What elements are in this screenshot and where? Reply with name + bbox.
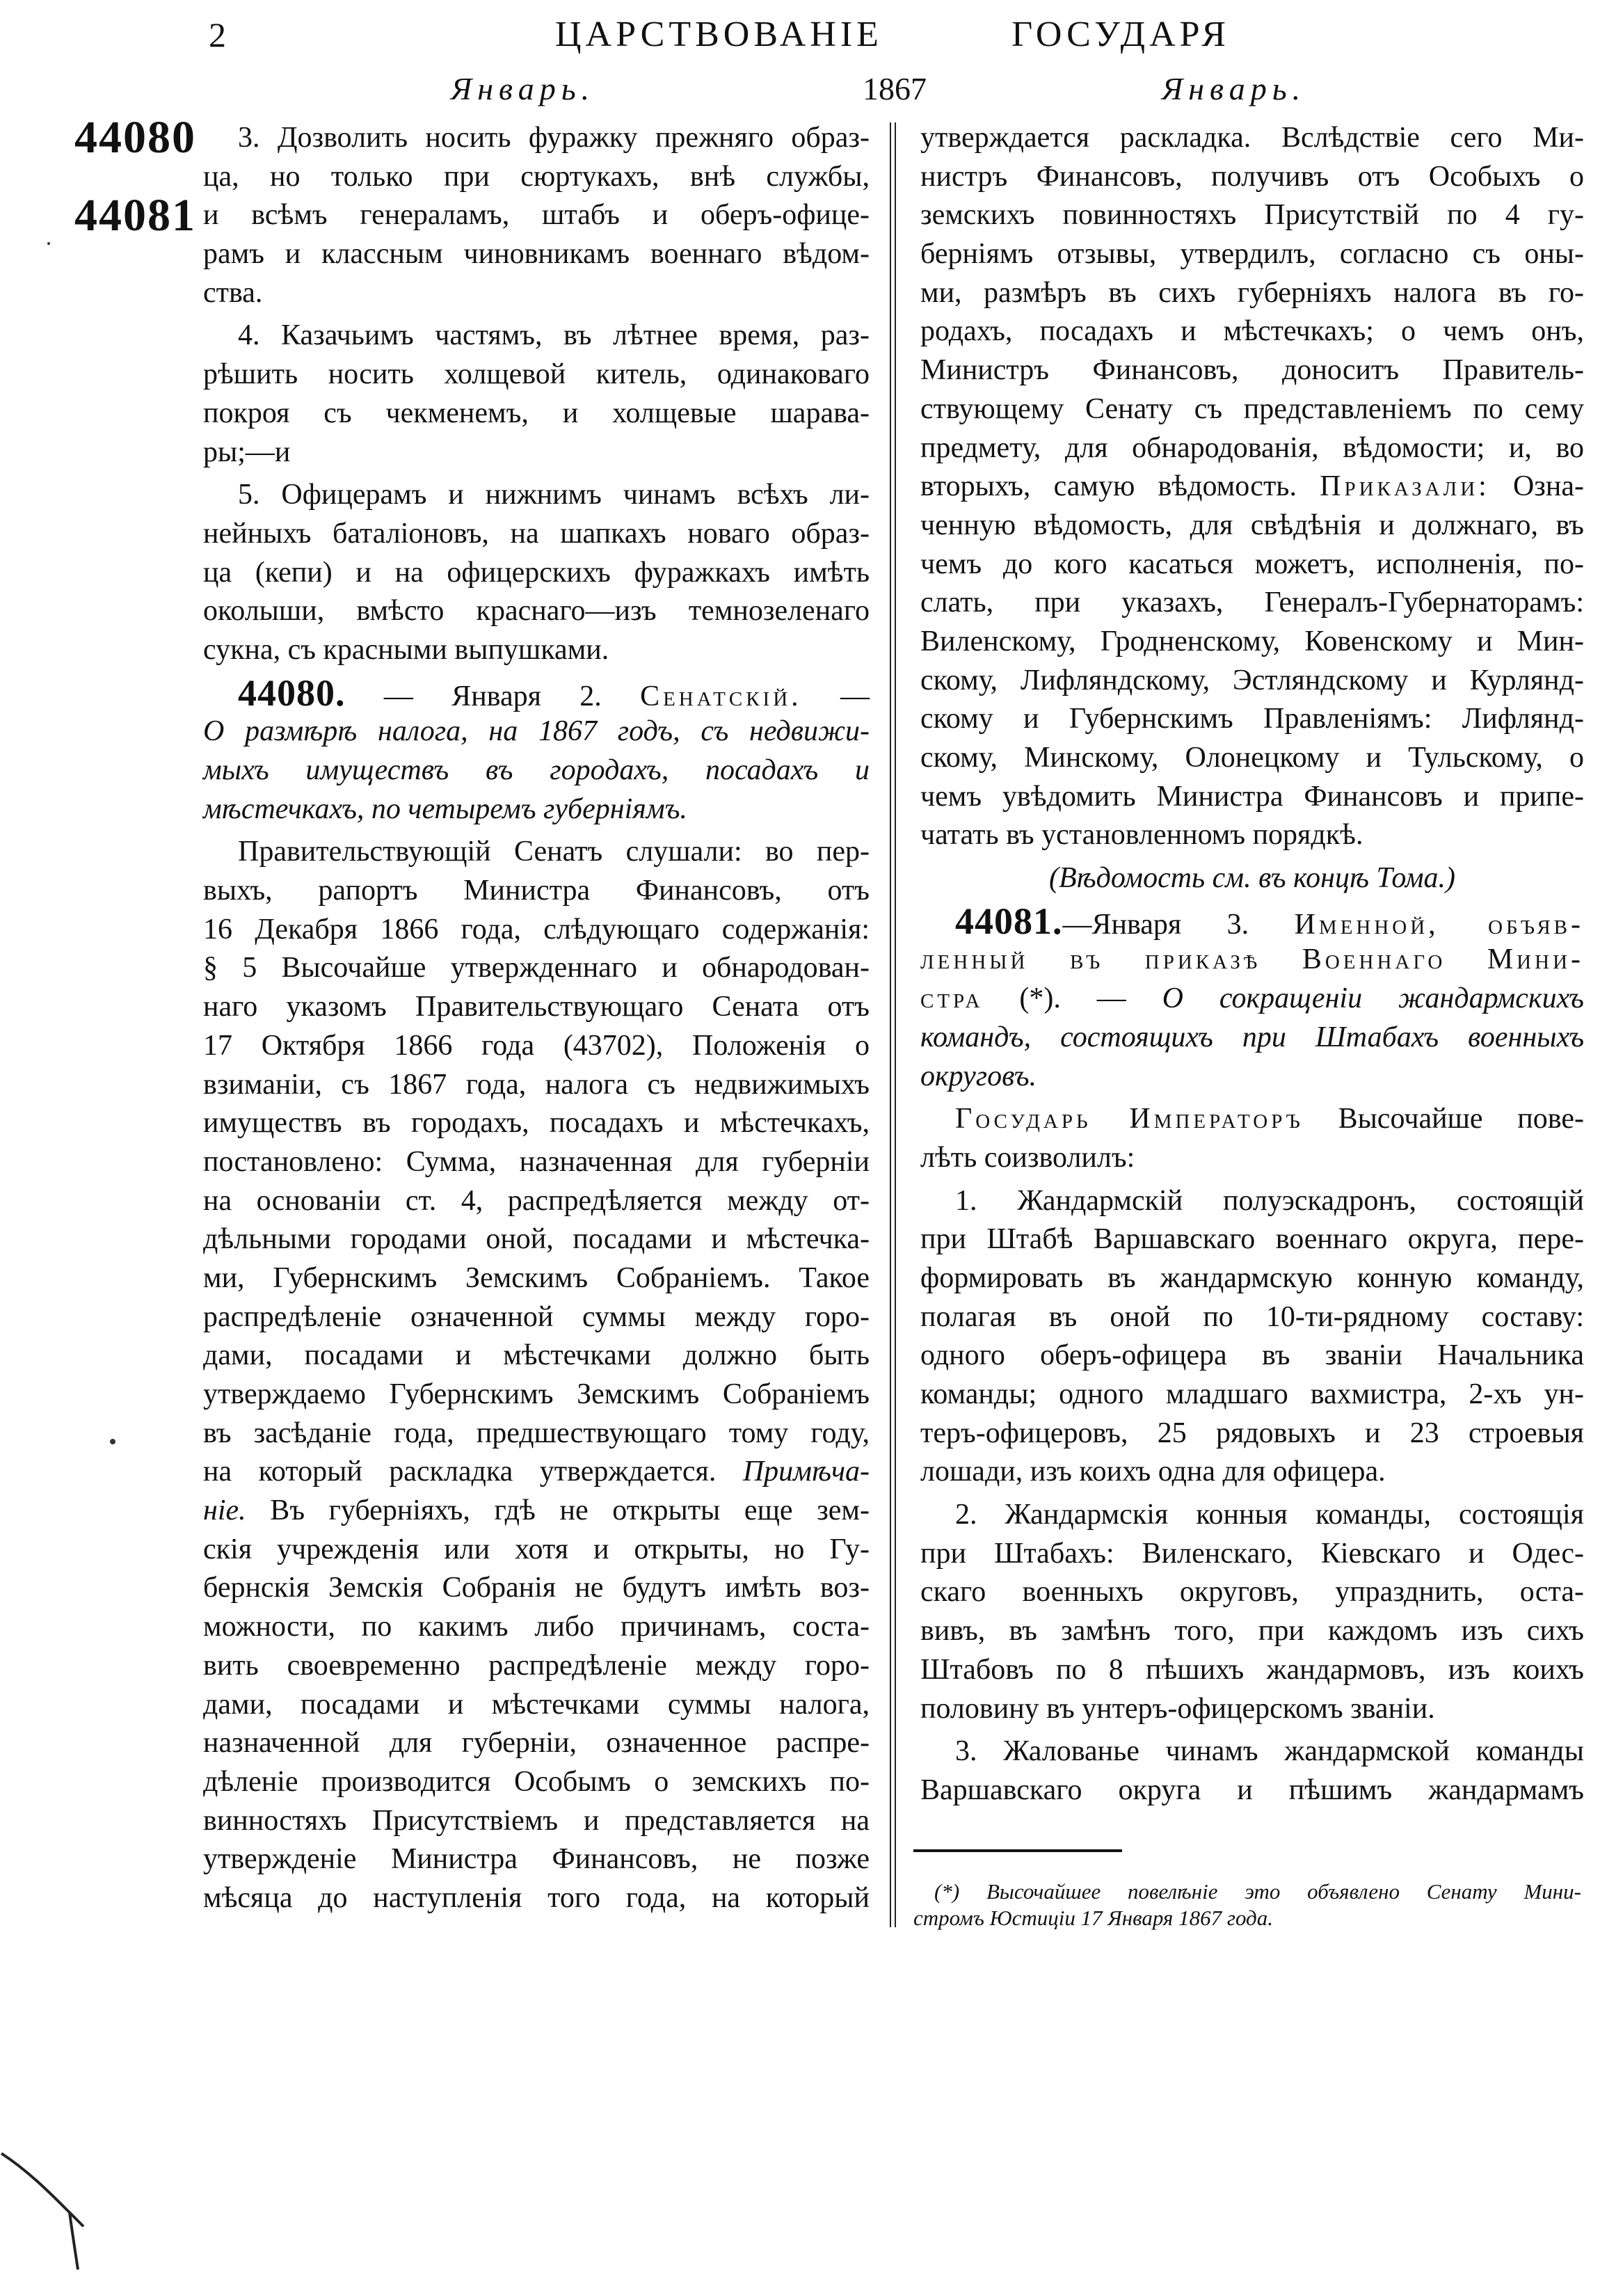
- text-line: Министръ Финансовъ, доноситъ Правитель-: [920, 354, 1584, 387]
- text-line: мѣсяца до наступленія того года, на который: [203, 1881, 870, 1914]
- text-line: скому, Лифляндскому, Эстляндскому и Курлянд-: [920, 664, 1584, 696]
- text-segment: Въ губерніяхъ, гдѣ не открыты еще зем-: [246, 1494, 870, 1527]
- italic-text: мѣстечкахъ, по четыремъ губерніямъ.: [203, 792, 687, 825]
- smallcaps-text: Приказали:: [1320, 470, 1490, 503]
- smallcaps-text: Сенатскій.: [640, 680, 802, 712]
- text-line: рѣшить носить холщевой китель, одинаковаго: [203, 358, 870, 391]
- italic-text: (Вѣдомость см. въ концѣ Тома.): [1048, 862, 1456, 895]
- text-line: 17 Октября 1866 года (43702), Положенія о: [203, 1029, 870, 1062]
- text-line: на основаніи ст. 4, распредѣляется между от-: [203, 1184, 870, 1217]
- text-line: распредѣленіе означенной суммы между горо-: [203, 1300, 870, 1333]
- text-line: 2. Жандармскія конныя команды, состоящія: [955, 1499, 1584, 1531]
- text-line: дѣленіе производится Особымъ о земскихъ по-: [203, 1765, 870, 1798]
- footnote-line: стромъ Юстиціи 17 Января 1867 года.: [913, 1906, 1273, 1930]
- text-line: вивъ, въ замѣнъ того, при каждомъ изъ сихъ: [920, 1615, 1584, 1648]
- smallcaps-text: Государь Императоръ: [955, 1103, 1304, 1135]
- text-line: одного оберъ-офицера въ званіи Начальника: [920, 1339, 1584, 1372]
- text-line: 16 Декабря 1866 года, слѣдующаго содержанія:: [203, 913, 870, 946]
- text-line: ства.: [203, 276, 263, 309]
- text-line: наго указомъ Правительствующаго Сената отъ: [203, 991, 870, 1023]
- text-line: ца, но только при сюртукахъ, внѣ службы,: [203, 160, 870, 193]
- text-line: Варшавскаго округа и пѣшимъ жандармамъ: [920, 1773, 1584, 1806]
- margin-article-number: 44081: [74, 190, 196, 241]
- text-segment: —: [801, 680, 870, 712]
- text-segment: (*). —: [983, 982, 1162, 1015]
- running-head-month-right: Январь.: [1162, 71, 1306, 106]
- text-line: имуществъ въ городахъ, посадахъ и мѣстечкахъ,: [203, 1107, 870, 1140]
- italic-text: О размѣрѣ налога, на 1867 годъ, съ недвижи-: [203, 715, 870, 748]
- text-line: половину въ унтеръ-офицерскомъ званіи.: [920, 1692, 1435, 1725]
- text-line: 3. Дозволить носить фуражку прежняго образ-: [238, 122, 870, 154]
- text-line: утверждается раскладка. Вслѣдствіе сего Ми-: [920, 122, 1584, 154]
- text-line: покроя съ чекменемъ, и холщевые шарава-: [203, 397, 870, 429]
- text-line: ченную вѣдомость, для свѣдѣнія и должнаго, въ: [920, 509, 1584, 541]
- text-line: теръ-офицеровъ, 25 рядовыхъ и 23 строевыя: [920, 1417, 1584, 1449]
- text-line: ствующему Сенату съ представленіемъ по сему: [920, 392, 1584, 425]
- text-line: скому, Минскому, Олонецкому и Тульскому, о: [920, 742, 1584, 774]
- text-line: команды; одного младшаго вахмистра, 2-хъ ун-: [920, 1378, 1584, 1410]
- text-segment: — Января 2.: [345, 680, 641, 712]
- text-segment: —Января 3.: [1062, 908, 1295, 941]
- text-line: ми, Губернскимъ Земскимъ Собраніемъ. Такое: [203, 1261, 870, 1294]
- text-line: 5. Офицерамъ и нижнимъ чинамъ всѣхъ ли-: [238, 479, 870, 511]
- text-line: назначенной для губерніи, означенное распре-: [203, 1727, 870, 1760]
- text-line: 4. Казачьимъ частямъ, въ лѣтнее время, раз-: [238, 319, 870, 352]
- article-number: 44080.: [238, 671, 346, 714]
- text-line: можности, по какимъ либо причинамъ, соста-: [203, 1611, 870, 1643]
- text-line: рамъ и классным чиновникамъ военнаго вѣдом-: [203, 238, 870, 271]
- text-line: чемъ увѣдомить Министра Финансовъ и припе-: [920, 780, 1584, 813]
- italic-text: командъ, состоящихъ при Штабахъ военныхъ: [920, 1021, 1584, 1053]
- page-number: 2: [209, 15, 226, 54]
- italic-text: Примѣча-: [742, 1456, 870, 1488]
- margin-article-number: 44080: [74, 112, 196, 163]
- smallcaps-text: стра: [920, 982, 984, 1015]
- text-line: утвержденіе Министра Финансовъ, не позже: [203, 1843, 870, 1876]
- text-line: § 5 Высочайше утвержденнаго и обнародован-: [203, 952, 870, 984]
- text-line: нейныхъ баталіоновъ, на шапкахъ новаго образ-: [203, 517, 870, 550]
- text-line: сукна, съ красными выпушками.: [203, 633, 609, 666]
- text-line: лошади, изъ коихъ одна для офицера.: [920, 1456, 1386, 1488]
- text-line: Виленскому, Гродненскому, Ковенскому и Мин-: [920, 625, 1584, 657]
- text-segment: Озна-: [1489, 470, 1585, 503]
- text-line: берніямъ отзывы, утвердилъ, согласно съ оны-: [920, 238, 1584, 271]
- text-line: нистръ Финансовъ, получивъ отъ Особыхъ о: [920, 160, 1584, 193]
- running-head-year: 1867: [863, 71, 927, 106]
- footnote-line: (*) Высочайшее повелѣніе это объявлено Сенату Мини-: [934, 1879, 1581, 1904]
- text-line: предмету, для обнародованія, вѣдомости; и, во: [920, 431, 1584, 464]
- text-line: и всѣмъ генераламъ, штабъ и оберъ-офице-: [203, 199, 870, 232]
- text-line: Правительствующій Сенатъ слушали: во пер-: [238, 836, 870, 868]
- text-line: скому и Губернскимъ Правленіямъ: Лифлянд-: [920, 703, 1584, 735]
- text-line: дѣльными городами оной, посадами и мѣстечка-: [203, 1223, 870, 1256]
- scan-speck: [47, 242, 50, 245]
- text-line: ца (кепи) и на офицерскихъ фуражкахъ имѣть: [203, 556, 870, 589]
- text-line: винностяхъ Присутствіемъ и представляется на: [203, 1804, 870, 1837]
- text-line: слать, при указахъ, Генералъ-Губернаторамъ:: [920, 587, 1584, 619]
- italic-text: О сокращеніи жандармскихъ: [1162, 982, 1584, 1015]
- text-line: постановлено: Сумма, назначенная для губерніи: [203, 1145, 870, 1178]
- text-line: чатать въ установленномъ порядкѣ.: [920, 819, 1363, 852]
- text-line: 3. Жалованье чинамъ жандармской команды: [955, 1735, 1584, 1768]
- text-line: 1. Жандармскій полуэскадронъ, состоящій: [955, 1184, 1584, 1217]
- text-line: околыши, вмѣсто краснаго—изъ темнозеленаго: [203, 595, 870, 628]
- text-line: бернскія Земскія Собранія не будутъ имѣть воз-: [203, 1572, 870, 1604]
- text-line: ми, размѣръ въ сихъ губерніяхъ налога въ го-: [920, 276, 1584, 309]
- running-title: ЦАРСТВОВАНІЕ ГОСУДАРЯ: [555, 15, 1230, 54]
- text-line: взиманіи, съ 1867 года, налога съ недвижимыхъ: [203, 1068, 870, 1101]
- text-line: выхъ, рапортъ Министра Финансовъ, отъ: [203, 875, 870, 907]
- italic-text: округовъ.: [920, 1060, 1037, 1092]
- text-line: родахъ, посадахъ и мѣстечкахъ; о чемъ онъ,: [920, 315, 1584, 348]
- text-line: дами, посадами и мѣстечками суммы налога,: [203, 1688, 870, 1721]
- text-line: лѣть соизволилъ:: [920, 1141, 1135, 1174]
- text-line: утверждаемо Губернскимъ Земскимъ Собраніемъ: [203, 1378, 870, 1410]
- smallcaps-text: ленный въ приказѣ Военнаго Мини-: [920, 943, 1584, 976]
- scan-speck: [110, 1439, 115, 1444]
- text-line: при Штабахъ: Виленскаго, Кіевскаго и Одес-: [920, 1537, 1584, 1570]
- scan-scratch: [1, 2153, 83, 2270]
- text-line: скія учрежденія или хотя и открыты, но Гу-: [203, 1533, 870, 1565]
- text-line: земскихъ повинностяхъ Присутствій по 4 гу-: [920, 199, 1584, 232]
- text-line: ры;—и: [203, 436, 291, 468]
- text-line: чемъ до кого касаться можетъ, исполненія, по-: [920, 548, 1584, 580]
- italic-text: мыхъ имуществъ въ городахъ, посадахъ и: [203, 754, 870, 786]
- text-line: дами, посадами и мѣстечками должно быть: [203, 1339, 870, 1372]
- text-line: формировать въ жандармскую конную команду,: [920, 1261, 1584, 1294]
- italic-text: ніе.: [203, 1494, 246, 1527]
- running-head-month-left: Январь.: [451, 71, 595, 106]
- text-line: полагая въ оной по 10-ти-рядному составу:: [920, 1300, 1584, 1333]
- article-number: 44081.: [955, 900, 1063, 942]
- text-segment: Высочайше пове-: [1303, 1103, 1584, 1135]
- text-segment: вторыхъ, самую вѣдомость.: [920, 470, 1320, 503]
- text-line: вить своевременно распредѣленіе между горо-: [203, 1649, 870, 1682]
- text-line: въ засѣданіе года, предшествующаго тому году,: [203, 1417, 870, 1449]
- text-line: Штабовъ по 8 пѣшихъ жандармовъ, изъ коихъ: [920, 1653, 1584, 1686]
- text-line: при Штабѣ Варшавскаго военнаго округа, пере-: [920, 1223, 1584, 1256]
- text-segment: на который раскладка утверждается.: [203, 1456, 743, 1488]
- smallcaps-text: Именной, объяв-: [1294, 908, 1584, 941]
- text-line: скаго военныхъ округовъ, упразднить, оста-: [920, 1576, 1584, 1609]
